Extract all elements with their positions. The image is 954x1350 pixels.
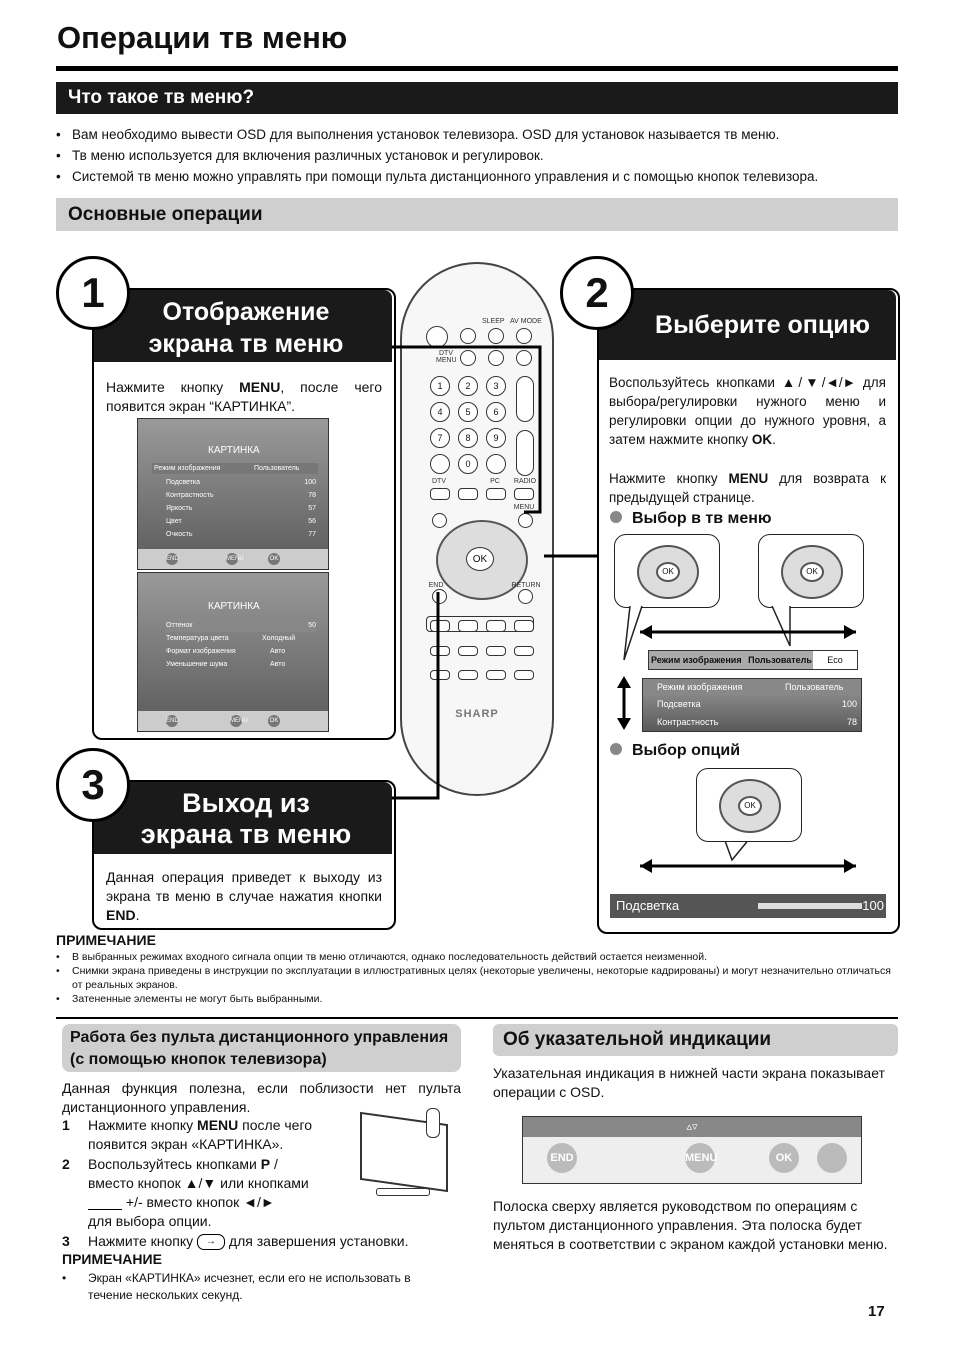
sleep-label: SLEEP [482, 318, 505, 325]
step1-number: 1 [56, 256, 130, 330]
step1-title: Отображение экрана тв меню [148, 298, 344, 358]
note-heading: ПРИМЕЧАНИЕ [56, 932, 156, 948]
section-heading-basic: Основные операции [56, 198, 898, 231]
pc-label: PC [490, 478, 500, 485]
brand-logo: SHARP [455, 708, 499, 720]
step3-text: Данная операция приведет к выходу из экрана тв меню в случае нажатия кнопки END. [106, 869, 382, 923]
backlight-bar: Подсветка 100 [610, 894, 886, 918]
screen-row: Уменьшение шума Авто [166, 661, 286, 668]
page-number: 17 [868, 1303, 885, 1320]
screen-row: Цвет 56 [166, 518, 316, 525]
screen-row: Формат изображения Авто [166, 648, 286, 655]
no-remote-note [62, 1270, 434, 1304]
screen-row: Оттенок 50 [166, 619, 316, 632]
mini-row: Режим изображения Пользователь [643, 679, 861, 695]
dpad-callout-center [696, 768, 802, 842]
step2-number: 2 [560, 256, 634, 330]
digit-2-button[interactable]: 2 [458, 376, 478, 396]
osd-ok-button: OK [769, 1143, 799, 1173]
menu-label: MENU [513, 504, 535, 511]
mini-row: Подсветка 100 [657, 699, 857, 709]
no-remote-step-1: 1 Нажмите кнопку MENU после чего появится экран «КАРТИНКА». [62, 1117, 313, 1152]
section-heading-what: Что такое тв меню? [56, 82, 898, 114]
note-list [56, 950, 898, 1006]
dtv-label: DTV [432, 478, 446, 485]
note-item: • Снимки экрана приведены в инструкции по эксплуатации в иллюстративных целях (некоторые увеличены, некоторые кадрированы) и могут незначительно отличаться от реальных экранов. [56, 964, 898, 992]
divider-rule [56, 1017, 898, 1019]
av-mode-label: AV MODE [510, 318, 542, 325]
step2-para2: Нажмите кнопку MENU для возврата к предыдущей странице. [609, 471, 886, 505]
sub-heading-menu-select: Выбор в тв меню [610, 510, 772, 528]
ok-button-illustration: OK [738, 796, 762, 816]
screen-row: Температура цвета Холодный [166, 635, 296, 642]
mini-row: Контрастность 78 [657, 717, 857, 727]
digit-7-button[interactable]: 7 [430, 428, 450, 448]
digit-9-button[interactable]: 9 [486, 428, 506, 448]
screen-guide-bar: END MENU OK [138, 711, 328, 731]
step3-number: 3 [56, 748, 130, 822]
no-remote-note-heading: ПРИМЕЧАНИЕ [62, 1251, 162, 1267]
screen-row: Контрастность 78 [166, 492, 316, 499]
ok-button-illustration: OK [656, 562, 680, 582]
bullet-item: • Тв меню используется для включения различных установок и регулировок. [56, 145, 898, 166]
no-remote-step-2: 2 Воспользуйтесь кнопками P / вместо кнопок ▲/▼ или кнопками +/- вместо кнопок ◄/► для выбора опции. [62, 1156, 309, 1229]
radio-label: RADIO [513, 478, 537, 485]
sub-heading-option-select: Выбор опций [610, 742, 740, 760]
mini-menu-screenshot [642, 678, 862, 732]
no-remote-intro: Данная функция полезна, если поблизости нет пульта дистанционного управления. [62, 1080, 461, 1115]
enter-icon: → [197, 1234, 225, 1250]
ok-button-illustration: OK [800, 562, 824, 582]
note-item: • В выбранных режимах входного сигнала опции тв меню отличаются, однако последовательность действий остается неизменной. [56, 950, 898, 964]
volume-wedge-icon [88, 1197, 122, 1210]
digit-6-button[interactable]: 6 [486, 402, 506, 422]
tv-illustration [356, 1108, 454, 1198]
bullet-item: • Вам необходимо вывести OSD для выполнения установок телевизора. OSD для установок называется тв меню. [56, 124, 898, 145]
digit-4-button[interactable]: 4 [430, 402, 450, 422]
bullet-item: • Системой тв меню можно управлять при помощи пульта дистанционного управления и с помощью кнопок телевизора. [56, 166, 898, 187]
osd-menu-button: MENU [685, 1143, 715, 1173]
screen-guide-bar: END MENU OK [138, 549, 328, 569]
section-heading-no-remote: Работа без пульта дистанционного управления (с помощью кнопок телевизора) [62, 1024, 461, 1072]
osd-end-button: END [547, 1143, 577, 1173]
digit-3-button[interactable]: 3 [486, 376, 506, 396]
digit-1-button[interactable]: 1 [430, 376, 450, 396]
backlight-slider [758, 903, 862, 909]
ok-button[interactable]: OK [466, 547, 494, 571]
no-remote-step-3: 3 Нажмите кнопку → для завершения установки. [62, 1233, 409, 1249]
hand-pointer-icon [426, 1108, 440, 1138]
indicator-para1: Указательная индикация в нижней части экрана показывает операции с OSD. [493, 1065, 885, 1100]
screen-row: Oчкость 77 [166, 531, 316, 538]
osd-dpad-icon [817, 1143, 847, 1173]
tv-stand-icon [376, 1188, 430, 1196]
dtv-menu-label: DTV MENU [436, 350, 457, 364]
screen-row: Подсветка 100 [166, 479, 316, 486]
bullet-dot [610, 743, 622, 755]
indicator-para2: Полоска сверху является руководством по операциям с пультом дистанционного управления. Эта полоска будет меняться в соответствии с экраном каждой установки меню. [493, 1198, 888, 1252]
page-title: Операции тв меню [57, 20, 348, 55]
digit-8-button[interactable]: 8 [458, 428, 478, 448]
end-label: END [428, 582, 444, 589]
screen-row: Яркость 57 [166, 505, 316, 512]
step1-text: Нажмите кнопку MENU, после чего появится экран “КАРТИНКА”. [106, 379, 382, 414]
screen-header-row: Режим изображения Пользователь [152, 463, 318, 474]
osd-guide-top: ▵▿ [523, 1117, 861, 1137]
step2-title: Выберите опцию [655, 311, 870, 339]
screen-title: КАРТИНКА [208, 601, 260, 612]
step2-para1: Воспользуйтесь кнопками ▲/▼/◄/► для выбора/регулировки нужного меню и регулировки опции до нужного уровня, а затем нажмите кнопку OK. [609, 375, 886, 447]
note-item: • Затененные элементы не могут быть выбранными. [56, 992, 898, 1006]
section-heading-indicator: Об указательной индикации [493, 1024, 898, 1056]
osd-guide-bar [522, 1116, 862, 1184]
digit-0-button[interactable]: 0 [458, 454, 478, 474]
screen-title: КАРТИНКА [208, 445, 260, 456]
menu-strip: Режим изображения Пользователь Eco [648, 650, 858, 670]
note-item: • Экран «КАРТИНКА» исчезнет, если его не использовать в течение нескольких секунд. [62, 1270, 434, 1304]
digit-5-button[interactable]: 5 [458, 402, 478, 422]
return-label: RETURN [511, 582, 541, 589]
step3-title: Выход из экрана тв меню [140, 788, 352, 849]
